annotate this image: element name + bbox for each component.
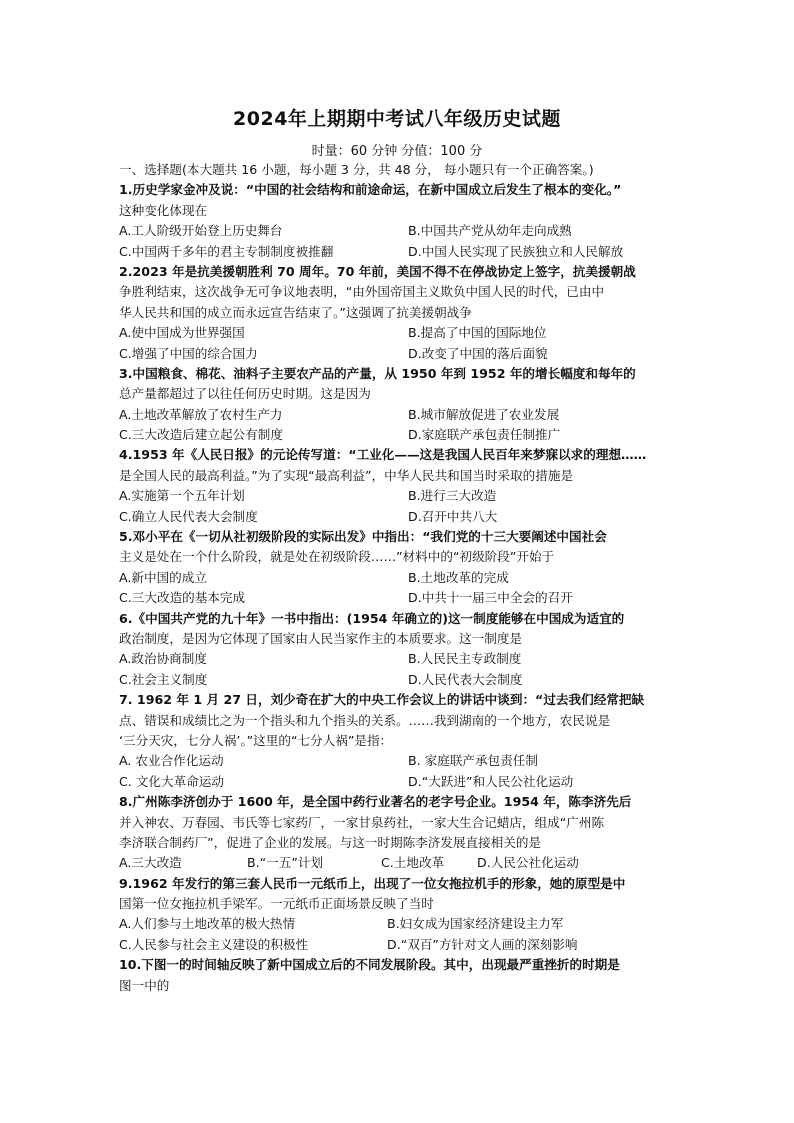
question-10-stem: 10.下图一的时间轴反映了新中国成立后的不同发展阶段。其中，出现最严重挫折的时期是 bbox=[119, 957, 620, 973]
question-7-stem: 点、错误和成绩比之为一个指头和九个指头的关系。……我到湖南的一个地方，农民说是 bbox=[119, 712, 611, 728]
question-3-stem: 总产量都超过了以往任何历史时期。这是因为 bbox=[119, 386, 371, 402]
option-c: C.土地改革 bbox=[381, 855, 445, 871]
question-9-options bbox=[119, 935, 679, 955]
option-a: A. 农业合作化运动 bbox=[119, 753, 224, 769]
question-10-stem: 图一中的 bbox=[119, 977, 170, 993]
option-a: A.使中国成为世界强国 bbox=[119, 325, 245, 341]
option-b: B.进行三大改造 bbox=[408, 488, 497, 504]
option-d: D.中共十一届三中全会的召开 bbox=[408, 590, 573, 606]
question-7-options bbox=[119, 772, 679, 792]
option-b: B.土地改革的完成 bbox=[408, 569, 509, 585]
question-8-stem: 李济联合制药厂”，促进了企业的发展。与这一时期陈李济发展直接相关的是 bbox=[119, 834, 542, 850]
option-a: A.新中国的成立 bbox=[119, 569, 207, 585]
option-a: A.人们参与土地改革的极大热情 bbox=[119, 916, 296, 932]
option-b: B.中国共产党从幼年走向成熟 bbox=[408, 223, 572, 239]
question-7-stem: 7. 1962 年 1 月 27 日，刘少奇在扩大的中央工作会议上的讲话中谈到：“过去我们经常把缺 bbox=[119, 692, 645, 708]
question-8-stem: 8.广州陈李济创办于 1600 年，是全国中药行业著名的老字号企业。1954 年，陈李济先后 bbox=[119, 794, 632, 810]
question-5-stem: 5.邓小平在《一切从社初级阶段的实际出发》中指出：“我们党的十三大要阐述中国社会 bbox=[119, 529, 607, 545]
question-1-options bbox=[119, 221, 679, 241]
question-6-options bbox=[119, 649, 679, 669]
option-b: B.妇女成为国家经济建设主力军 bbox=[387, 916, 564, 932]
question-4-stem: 是全国人民的最高利益。”为了实现“最高利益”，中华人民共和国当时采取的措施是 bbox=[119, 467, 574, 483]
section-heading: 一、选择题(本大题共 16 小题，每小题 3 分，共 48 分， 每小题只有一个正确答案。) bbox=[119, 162, 594, 177]
option-c: C.中国两千多年的君主专制制度被推翻 bbox=[119, 243, 334, 259]
question-6-options bbox=[119, 670, 679, 690]
option-b: B.“一五”计划 bbox=[247, 855, 324, 871]
exam-title: 2024年上期期中考试八年级历史试题 bbox=[233, 108, 561, 130]
question-4-stem: 4.1953 年《人民日报》的元论传写道：“工业化——这是我国人民百年来梦寐以求的理想…… bbox=[119, 447, 647, 463]
question-8-options bbox=[119, 853, 679, 873]
question-5-options bbox=[119, 568, 679, 588]
question-1-stem: 1.历史学家金冲及说：“中国的社会结构和前途命运，在新中国成立后发生了根本的变化。” bbox=[119, 182, 622, 198]
question-2-stem: 2.2023 年是抗美援朝胜利 70 周年。70 年前，美国不得不在停战协定上签字，抗美援朝战 bbox=[119, 263, 636, 279]
question-1-options bbox=[119, 242, 679, 262]
option-c: C.社会主义制度 bbox=[119, 671, 208, 687]
option-c: C.三大改造的基本完成 bbox=[119, 590, 246, 606]
question-1-stem: 这种变化体现在 bbox=[119, 202, 208, 218]
question-6-stem: 政治制度，是因为它体现了国家由人民当家作主的本质要求。这一制度是 bbox=[119, 630, 522, 646]
question-8-stem: 并入神农、万春园、韦氏等七家药厂，一家甘泉药社，一家大生合记蜡店，组成“广州陈 bbox=[119, 814, 605, 830]
option-d: D.改变了中国的落后面貌 bbox=[408, 345, 548, 361]
question-4-options bbox=[119, 486, 679, 506]
question-5-options bbox=[119, 588, 679, 608]
question-2-options bbox=[119, 323, 679, 343]
option-d: D.人民代表大会制度 bbox=[408, 671, 523, 687]
option-d: D.人民公社化运动 bbox=[477, 855, 579, 871]
option-a: A.实施第一个五年计划 bbox=[119, 488, 245, 504]
option-c: C.三大改造后建立起公有制度 bbox=[119, 427, 283, 443]
option-d: D.中国人民实现了民族独立和人民解放 bbox=[408, 243, 624, 259]
question-5-stem: 主义是处在一个什么阶段，就是处在初级阶段……”材料中的“初级阶段”开始于 bbox=[119, 549, 555, 565]
question-2-stem: 华人民共和国的成立而永远宣告结束了。”这强调了抗美援朝战争 bbox=[119, 304, 472, 320]
option-c: C. 文化大革命运动 bbox=[119, 773, 224, 789]
question-3-stem: 3.中国粮食、棉花、油料子主要农产品的产量，从 1950 年到 1952 年的增长幅度和每年的 bbox=[119, 365, 636, 381]
option-a: A.政治协商制度 bbox=[119, 651, 207, 667]
question-7-options bbox=[119, 751, 679, 771]
option-c: C.确立人民代表大会制度 bbox=[119, 508, 258, 524]
option-b: B. 家庭联产承包责任制 bbox=[408, 753, 538, 769]
option-b: B.人民民主专政制度 bbox=[408, 651, 522, 667]
question-2-options bbox=[119, 344, 679, 364]
option-d: D.召开中共八大 bbox=[408, 508, 498, 524]
question-9-stem: 国第一位女拖拉机手梁军。一元纸币正面场景反映了当时 bbox=[119, 896, 434, 912]
question-6-stem: 6.《中国共产党的九十年》一书中指出：(1954 年确立的)这一制度能够在中国成为适宜的 bbox=[119, 610, 625, 626]
option-a: A.三大改造 bbox=[119, 855, 182, 871]
option-a: A.土地改革解放了农村生产力 bbox=[119, 406, 283, 422]
question-3-options bbox=[119, 405, 679, 425]
option-d: D.“大跃进”和人民公社化运动 bbox=[408, 773, 574, 789]
option-c: C.人民参与社会主义建设的积极性 bbox=[119, 936, 309, 952]
option-d: D.“双百”方针对文人画的深刻影响 bbox=[387, 936, 578, 952]
question-3-options bbox=[119, 425, 679, 445]
exam-body bbox=[119, 160, 679, 996]
option-d: D.家庭联产承包责任制推广 bbox=[408, 427, 561, 443]
option-b: B.城市解放促进了农业发展 bbox=[408, 406, 560, 422]
option-b: B.提高了中国的国际地位 bbox=[408, 325, 547, 341]
question-4-options bbox=[119, 507, 679, 527]
question-9-stem: 9.1962 年发行的第三套人民币一元纸币上，出现了一位女拖拉机手的形象，她的原型是中 bbox=[119, 875, 626, 891]
option-c: C.增强了中国的综合国力 bbox=[119, 345, 258, 361]
question-2-stem: 争胜利结束，这次战争无可争议地表明，“由外国帝国主义欺负中国人民的时代，已由中 bbox=[119, 284, 605, 300]
question-7-stem: ‘三分天灾，七分人祸’。”这里的“七分人祸”是指： bbox=[119, 732, 393, 748]
question-9-options bbox=[119, 914, 679, 934]
option-a: A.工人阶级开始登上历史舞台 bbox=[119, 223, 283, 239]
exam-meta: 时量：60 分钟 分值：100 分 bbox=[311, 144, 483, 159]
